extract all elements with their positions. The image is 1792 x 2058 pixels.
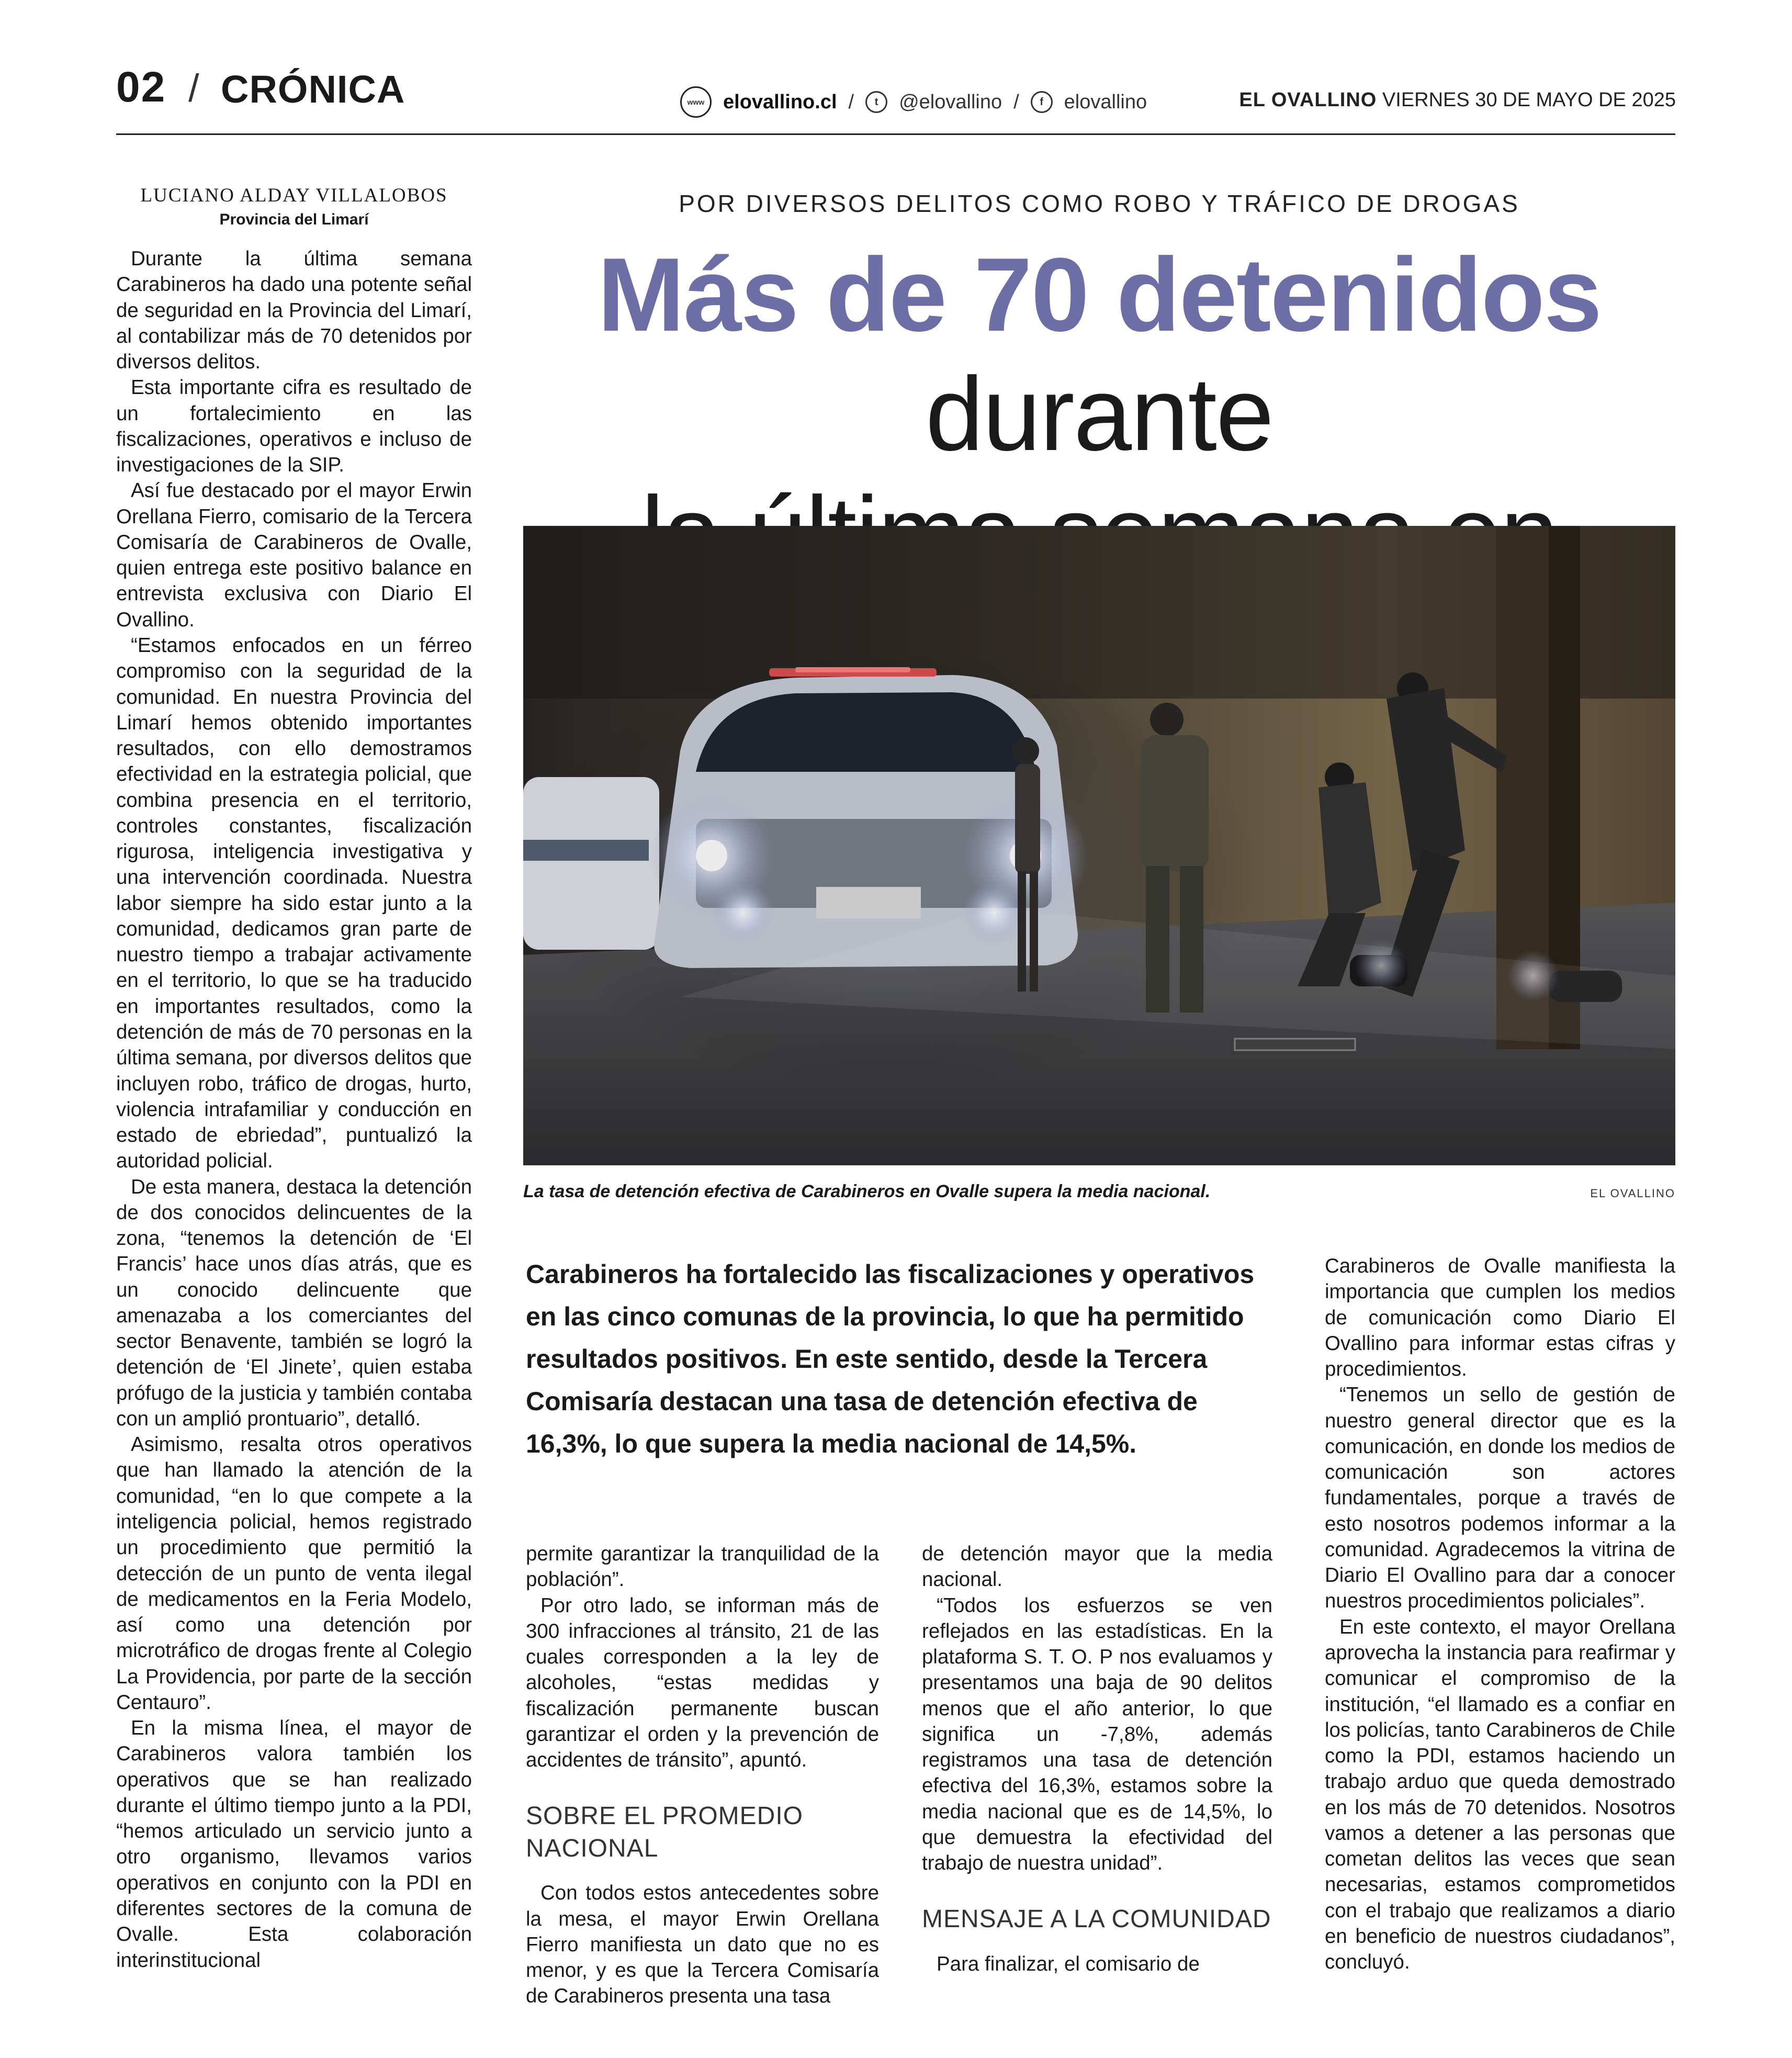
subheading: SOBRE EL PROMEDIO NACIONAL — [526, 1802, 803, 1862]
headline-text-line1: durante — [925, 356, 1273, 473]
paragraph: Esta importante cifra es resultado de un fortalecimiento en las fiscalizaciones, operativos e incluso de investigaciones de la SIP. — [116, 376, 472, 477]
header-separator: / — [188, 66, 199, 110]
photo-credit: EL OVALLINO — [1590, 1187, 1675, 1200]
article-photo — [523, 526, 1675, 1165]
paragraph: De esta manera, destaca la detención de dos conocidos delincuentes de la zona, “tenemos la detención de ‘El Francis’ hace unos días atrás, que es un conocido delincuente que amenazaba a los comerciantes del sector Benavente, también se logró la detención de ‘El Jinete’, quien estaba prófugo de la justicia y también contaba con un amplió prontuario”, detalló. — [116, 1175, 472, 1430]
headline-highlight: Más de 70 detenidos — [597, 237, 1602, 353]
article-column-2 — [526, 1541, 879, 2009]
paragraph: de detención mayor que la media nacional. — [922, 1543, 1272, 1591]
divider-slash: / — [1013, 91, 1019, 113]
paragraph: Durante la última semana Carabineros ha dado una potente señal de seguridad en la Provincia del Limarí, al contabilizar más de 70 detenidos por diversos delitos. — [116, 248, 472, 374]
twitter-icon: t — [865, 91, 887, 113]
night-police-scene-image — [523, 526, 1675, 1165]
article-lead: Carabineros ha fortalecido las fiscalizaciones y operativos en las cinco comunas de la provincia, lo que ha permitido resultados positivos. En este sentido, desde la Tercera Comisaría destacan una tasa de detención efectiva de 16,3%, lo que supera la media nacional de 14,5%. — [526, 1259, 1255, 1458]
paragraph: Para finalizar, el comisario de — [937, 1952, 1200, 1975]
website-link[interactable]: elovallino.cl — [723, 91, 837, 113]
paragraph: permite garantizar la tranquilidad de la población”. — [526, 1543, 879, 1591]
paragraph: “Todos los esfuerzos se ven reflejados en las estadísticas. En la plataforma S. T. O. P nos evaluamos y presentamos una baja de 90 delitos menos que el año anterior, lo que significa un -7,8%, además registramos una tasa de detención efectiva del 16,3%, estamos sobre la media nacional que es de 14,5%, lo que demuestra la efectividad del trabajo de nuestra unidad”. — [922, 1594, 1272, 1875]
paragraph: Así fue destacado por el mayor Erwin Orellana Fierro, comisario de la Tercera Comisaría de Carabineros de Ovalle, quien entrega este positivo balance en entrevista exclusiva con Diario El Ovallino. — [116, 479, 472, 631]
subheading: MENSAJE A LA COMUNIDAD — [922, 1905, 1271, 1933]
paragraph: Por otro lado, se informan más de 300 infracciones al tránsito, 21 de las cuales corresponden a la ley de alcoholes, “estas medidas y fiscalización permanente buscan garantizar el orden y la prevención de accidentes de tránsito”, apuntó. — [526, 1594, 879, 1772]
paragraph: Con todos estos antecedentes sobre la mesa, el mayor Erwin Orellana Fierro manifiesta un dato que no es menor, y es que la Tercera Comisaría de Carabineros presenta una tasa — [526, 1882, 879, 2008]
article-column-3 — [922, 1541, 1272, 1977]
paragraph: “Tenemos un sello de gestión de nuestro general director que es la comunicación, en donde los medios de comunicación son actores fundamentales, porque a través de esto nosotros podemos informar a la comunidad. Agradecemos la vitrina de Diario El Ovallino para dar a conocer nuestros procedimientos policiales”. — [1325, 1384, 1675, 1613]
facebook-handle[interactable]: elovallino — [1064, 91, 1147, 113]
header-social-bar — [680, 78, 1147, 126]
photo-caption: La tasa de detención efectiva de Carabineros en Ovalle supera la media nacional. — [523, 1182, 1211, 1201]
author-name: LUCIANO ALDAY VILLALOBOS — [140, 185, 448, 206]
article-kicker: POR DIVERSOS DELITOS COMO ROBO Y TRÁFICO DE DROGAS — [679, 190, 1520, 217]
article-column-1 — [116, 246, 472, 1973]
byline — [116, 184, 472, 229]
page-number: 02 — [116, 63, 166, 111]
divider-slash: / — [848, 91, 854, 113]
twitter-handle[interactable]: @elovallino — [899, 91, 1002, 113]
paragraph: En este contexto, el mayor Orellana aprovecha la instancia para reafirmar y comunicar el compromiso de la institución, “el llamado es a confiar en los policías, tanto Carabineros de Chile como la PDI, estamos haciendo un trabajo arduo que queda demostrado en los más de 70 detenidos. Nosotros vamos a detener a las personas que cometan delitos las veces que sean necesarias, estamos comprometidos con el trabajo que realizamos a diario en beneficio de nuestros ciudadanos”, concluyó. — [1325, 1615, 1675, 1974]
globe-www-icon: www — [680, 86, 712, 118]
header-paper-date — [1239, 89, 1676, 111]
header-rule — [116, 133, 1675, 135]
publication-date: VIERNES 30 DE MAYO DE 2025 — [1382, 89, 1676, 111]
paragraph: En la misma línea, el mayor de Carabineros valora también los operativos que se han realizado durante el último tiempo junto a la PDI, “hemos articulado un servicio junto a otro organismo, llevamos varios operativos en conjunto con la PDI en diferentes sectores de la comuna de Ovalle. Esta colaboración interinstitucional — [116, 1717, 472, 1972]
section-title: CRÓNICA — [221, 68, 405, 111]
article-column-4 — [1325, 1253, 1675, 1975]
paragraph: Asimismo, resalta otros operativos que han llamado la atención de la comunidad, “en lo que compete a la inteligencia policial, hemos registrado un procedimiento que permitió la detección de un punto de venta ilegal de medicamentos en la Feria Modelo, así como una detención por microtráfico de drogas frente al Colegio La Providencia, por parte de la sección Centauro”. — [116, 1433, 472, 1714]
paragraph: Carabineros de Ovalle manifiesta la importancia que cumplen los medios de comunicación como Diario El Ovallino para informar estas cifras y procedimientos. — [1325, 1255, 1675, 1381]
author-location: Provincia del Limarí — [219, 211, 369, 228]
paragraph: “Estamos enfocados en un férreo compromiso con la seguridad de la comunidad. En nuestra Provincia del Limarí hemos obtenido importantes resultados, con ello demostramos efectividad en la estrategia policial, que combina presencia en el territorio, controles constantes, fiscalización rigurosa, inteligencia investigativa y una intervención coordinada. Nuestra labor siempre ha sido estar junto a la comunidad, dedicamos gran parte de nuestro tiempo a trabajar activamente en el territorio, lo que se ha traducido en importantes resultados, como la detención de más de 70 personas en la última semana, por diversos delitos que incluyen robo, tráfico de drogas, hurto, violencia intrafamiliar y conducción en estado de ebriedad”, puntualizó la autoridad policial. — [116, 634, 472, 1173]
newspaper-name: EL OVALLINO — [1239, 89, 1377, 111]
facebook-icon: f — [1031, 91, 1053, 113]
